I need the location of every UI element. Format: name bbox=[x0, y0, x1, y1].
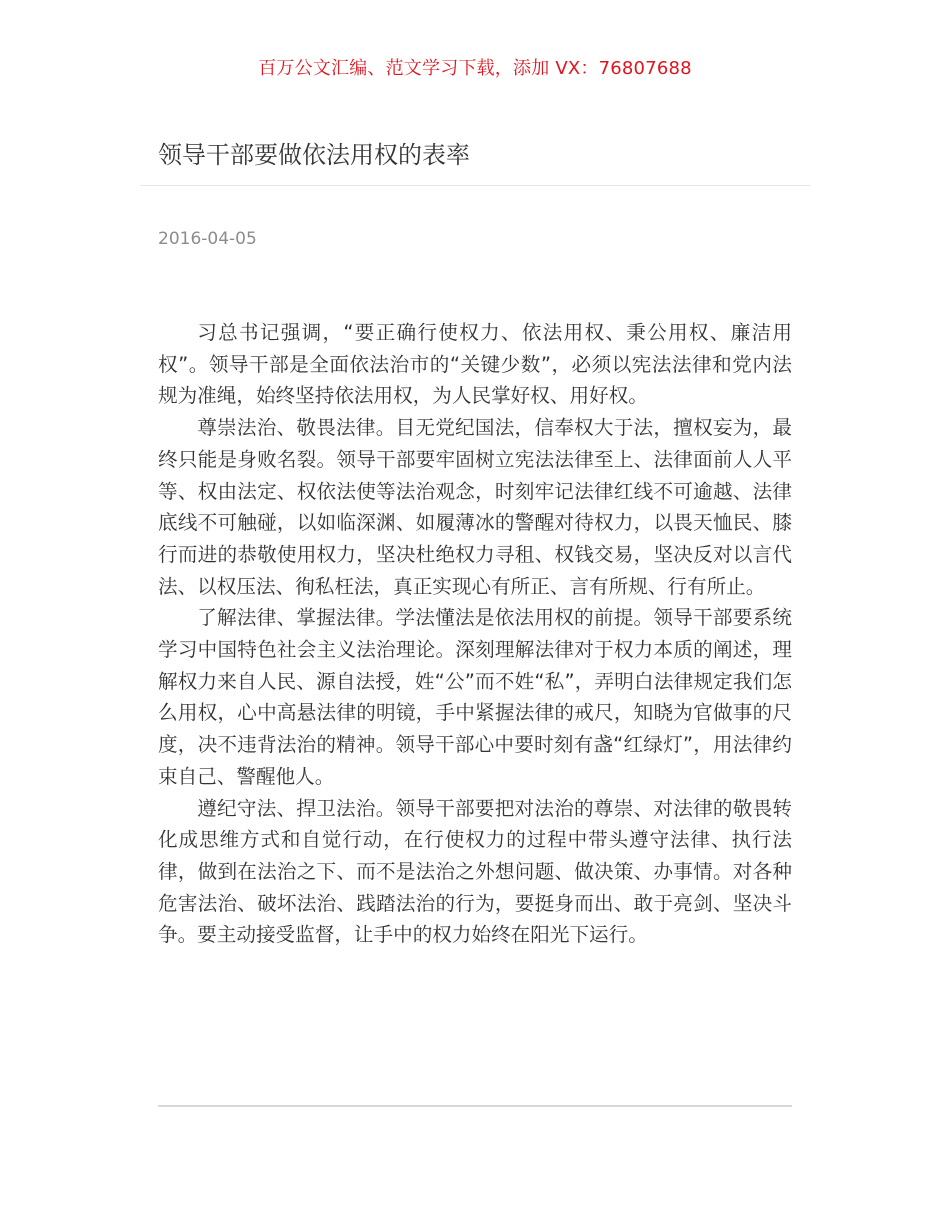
footer-divider bbox=[158, 1105, 792, 1107]
promo-banner: 百万公文汇编、范文学习下载，添加 VX：76807688 bbox=[258, 58, 692, 79]
title-divider bbox=[140, 185, 810, 186]
article-paragraph: 遵纪守法、捍卫法治。领导干部要把对法治的尊崇、对法律的敬畏转化成思维方式和自觉行动，在行使权力的过程中带头遵守法律、执行法律，做到在法治之下、而不是法治之外想问题、做决策、办事情。对各种危害法治、破坏法治、践踏法治的行为，要挺身而出、敢于亮剑、坚决斗争。要主动接受监督，让手中的权力始终在阳光下运行。 bbox=[158, 796, 792, 947]
article-title: 领导干部要做依法用权的表率 bbox=[158, 141, 470, 169]
article-paragraph: 了解法律、掌握法律。学法懂法是依法用权的前提。领导干部要系统学习中国特色社会主义法治理论。深刻理解法律对于权力本质的阐述，理解权力来自人民、源自法授，姓“公”而不姓“私”，弄明白法律规定我们怎么用权，心中高悬法律的明镜，手中紧握法律的戒尺，知晓为官做事的尺度，决不违背法治的精神。领导干部心中要时刻有盏“红绿灯”，用法律约束自己、警醒他人。 bbox=[158, 606, 792, 788]
article-body bbox=[158, 317, 792, 951]
publish-date: 2016-04-05 bbox=[158, 229, 257, 249]
article-paragraph: 习总书记强调，“要正确行使权力、依法用权、秉公用权、廉洁用权”。领导干部是全面依法治市的“关键少数”，必须以宪法法律和党内法规为准绳，始终坚持依法用权，为人民掌好权、用好权。 bbox=[158, 321, 792, 408]
article-paragraph: 尊崇法治、敬畏法律。目无党纪国法，信奉权大于法，擅权妄为，最终只能是身败名裂。领导干部要牢固树立宪法法律至上、法律面前人人平等、权由法定、权依法使等法治观念，时刻牢记法律红线不可逾越、法律底线不可触碰，以如临深渊、如履薄冰的警醒对待权力，以畏天恤民、膝行而进的恭敬使用权力，坚决杜绝权力寻租、权钱交易，坚决反对以言代法、以权压法、徇私枉法，真正实现心有所正、言有所规、行有所止。 bbox=[158, 416, 792, 598]
